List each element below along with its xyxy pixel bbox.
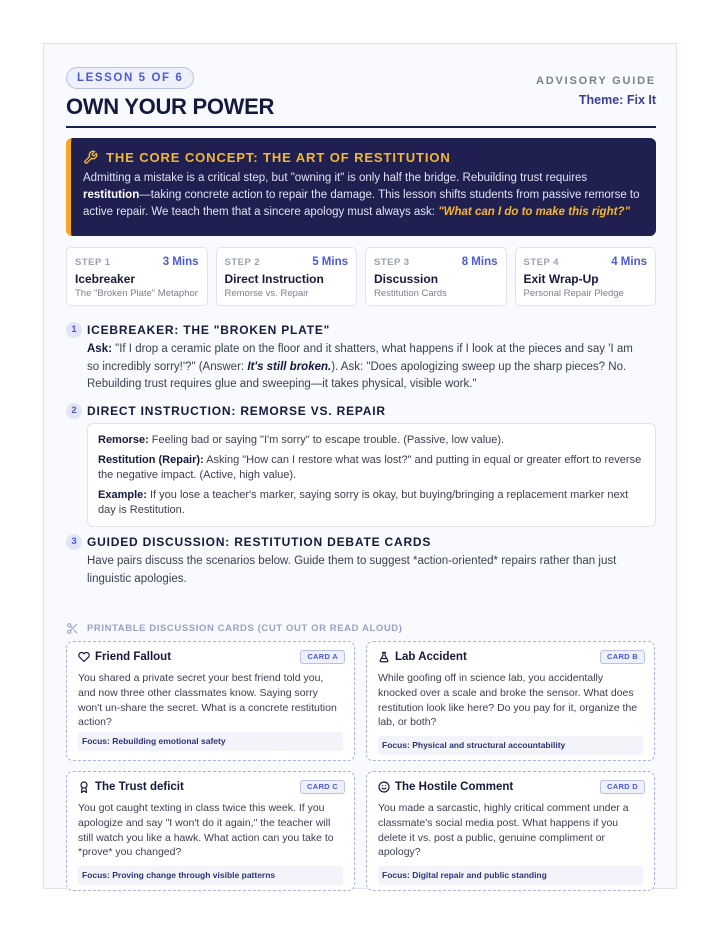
step-title: Exit Wrap-Up — [523, 272, 599, 286]
step-card-3 — [365, 247, 507, 306]
section-title: ICEBREAKER: THE "BROKEN PLATE" — [87, 323, 331, 337]
card-title: The Trust deficit — [95, 781, 184, 793]
concept-title: THE CORE CONCEPT: THE ART OF RESTITUTION — [106, 150, 451, 165]
card-title: The Hostile Comment — [395, 781, 514, 793]
step-subtitle: Personal Repair Pledge — [523, 288, 624, 299]
card-focus: Focus: Rebuilding emotional safety — [78, 732, 343, 751]
step-title: Discussion — [374, 272, 439, 286]
section-body: Have pairs discuss the scenarios below. Guide them to suggest *action-oriented* repairs rather than just linguistic apologies. — [87, 555, 617, 585]
step-number: STEP 2 — [224, 257, 261, 268]
step-card-2 — [216, 247, 358, 306]
core-concept-box — [66, 138, 656, 236]
page-title: OWN YOUR POWER — [66, 94, 275, 119]
section-icebreaker — [66, 322, 656, 392]
scissors-icon — [66, 622, 79, 635]
card-title: Lab Accident — [395, 651, 467, 663]
heart-icon — [78, 651, 90, 663]
step-card-4 — [515, 247, 657, 306]
repair-definition: Restitution (Repair): Asking "How can I restore what was lost?" and putting in equal or greater effort to reverse the negative impact. (Active, high value). — [98, 454, 642, 481]
card-tag: CARD A — [300, 650, 345, 664]
card-tag: CARD C — [300, 780, 345, 794]
step-duration: 5 Mins — [312, 256, 348, 268]
step-title: Direct Instruction — [224, 272, 324, 286]
step-duration: 4 Mins — [611, 256, 647, 268]
step-card-1 — [66, 247, 208, 306]
card-text: You made a sarcastic, highly critical comment under a classmate's social media post. What happens if you delete it vs. post a public, genuine compliment or apology? — [378, 802, 629, 859]
step-number: STEP 3 — [374, 257, 410, 268]
card-tag: CARD D — [600, 780, 645, 794]
flask-icon — [378, 651, 390, 663]
smile-icon — [378, 781, 390, 793]
card-title: Friend Fallout — [95, 651, 172, 663]
section-number: 2 — [66, 403, 82, 419]
card-focus: Focus: Physical and structural accountability — [378, 736, 643, 755]
step-duration: 8 Mins — [461, 256, 498, 268]
step-number: STEP 4 — [523, 257, 560, 268]
card-tag: CARD B — [600, 650, 645, 664]
step-title: Icebreaker — [75, 272, 136, 286]
award-icon — [78, 781, 90, 793]
wrench-icon — [83, 150, 98, 165]
card-text: You got caught texting in class twice this week. If you apologize and say "I won't do it again," the teacher will still watch you like a hawk. What action can you take to *prove* you changed? — [78, 802, 334, 859]
discussion-card-c — [66, 771, 355, 891]
card-text: While goofing off in science lab, you accidentally knocked over a scale and broke the sensor. What does restitution look like here? Do you pay for it, organize the lab, or both? — [378, 672, 638, 729]
card-text: You shared a private secret your best friend told you, and now three other classmates know. Saying sorry won't un-share the secret. What is a concrete restitution action? — [78, 672, 337, 729]
section-number: 1 — [66, 322, 82, 338]
step-subtitle: Remorse vs. Repair — [224, 288, 309, 299]
cards-header — [66, 622, 403, 635]
concept-question: "What can I do to make this right?" — [438, 206, 630, 218]
lesson-page — [43, 43, 677, 889]
discussion-card-a — [66, 641, 355, 761]
concept-text: Admitting a mistake is a critical step, but "owning it" is only half the bridge. Rebuilding trust requires restitution—taking concrete action to repair the damage. This lesson shifts students from passive remorse to active repair. We teach them that a sincere apology must always ask: "What can I do to make this right?" — [83, 172, 640, 218]
discussion-card-d — [366, 771, 655, 891]
step-subtitle: The "Broken Plate" Metaphor — [75, 288, 198, 299]
card-focus: Focus: Digital repair and public standing — [378, 866, 643, 885]
guide-label: ADVISORY GUIDE — [536, 75, 656, 87]
definitions-box — [87, 423, 656, 527]
section-direct-instruction — [66, 403, 656, 553]
lesson-steps — [66, 247, 656, 306]
section-title: DIRECT INSTRUCTION: REMORSE VS. REPAIR — [87, 404, 386, 418]
example-definition: Example: If you lose a teacher's marker, saying sorry is okay, but buying/bringing a replacement marker next day is Restitution. — [98, 489, 629, 516]
step-number: STEP 1 — [75, 257, 111, 268]
card-focus: Focus: Proving change through visible patterns — [78, 866, 343, 885]
section-body: Ask: "If I drop a ceramic plate on the floor and it shatters, what happens if I look at the pieces and say 'I am so incredibly sorry!'?" (Answer: It's still broken.). Ask: "Does apologizing sweep up the sharp pieces? No. Rebuilding trust requires glue and sweeping—it takes physical, visible work." — [87, 343, 633, 390]
section-title: GUIDED DISCUSSION: RESTITUTION DEBATE CARDS — [87, 535, 432, 549]
header-divider — [66, 126, 656, 128]
section-number: 3 — [66, 534, 82, 550]
lesson-badge: LESSON 5 OF 6 — [66, 67, 194, 89]
step-subtitle: Restitution Cards — [374, 288, 447, 299]
discussion-card-b — [366, 641, 655, 761]
theme-label: Theme: Fix It — [578, 93, 656, 107]
section-guided-discussion — [66, 534, 656, 594]
step-duration: 3 Mins — [162, 256, 199, 268]
remorse-definition: Remorse: Feeling bad or saying "I'm sorry" to escape trouble. (Passive, low value). — [98, 434, 505, 446]
cards-label: PRINTABLE DISCUSSION CARDS (CUT OUT OR READ ALOUD) — [87, 623, 403, 634]
